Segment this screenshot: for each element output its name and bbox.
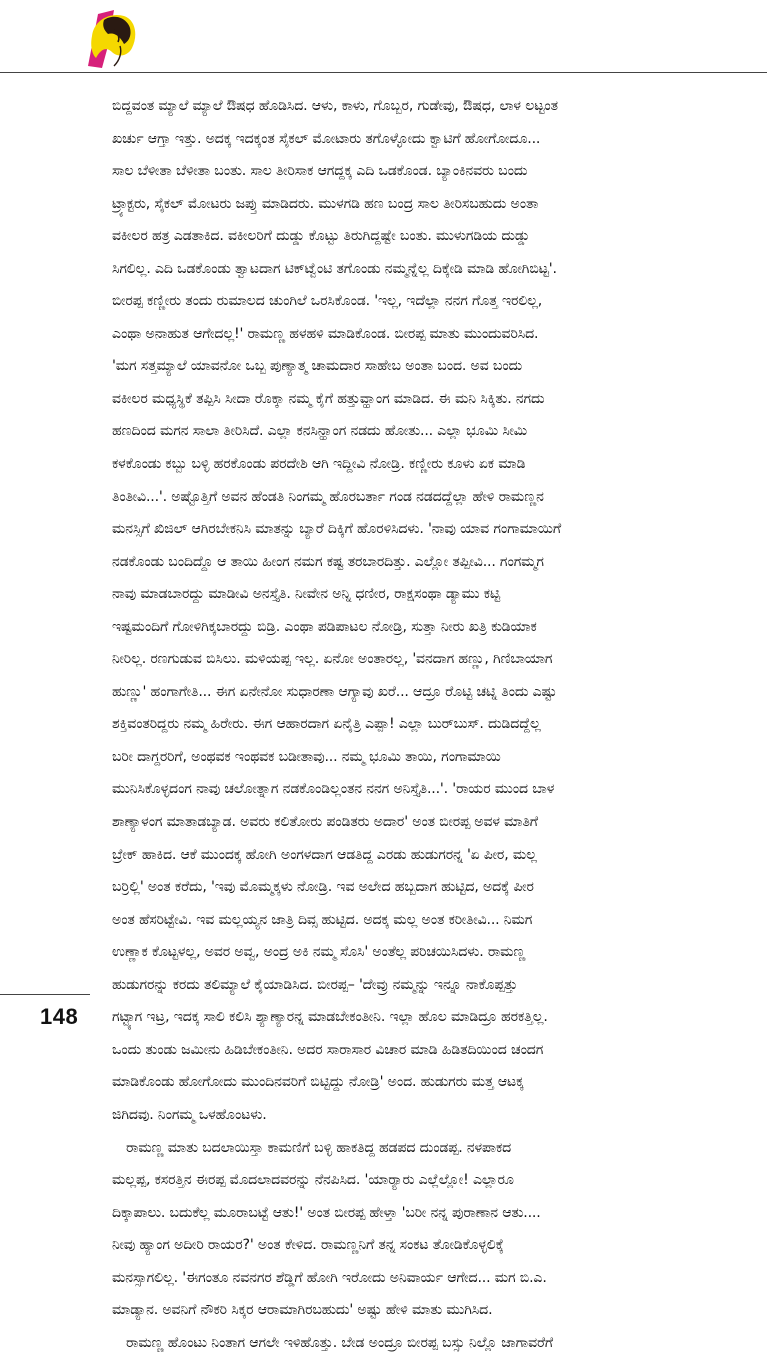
text-line: ಗಟ್ಟ್ಯಾಗ ಇಟ್ರ, ಇದಕ್ಕ ಸಾಲಿ ಕಲಿಸಿ ಶ್ಯಾಣ್ಯಾರನ್ನ ಮಾಡಬೇಕಂತೀನಿ. ಇಲ್ಲಾ ಹೊಲ ಮಾಡಿದ್ರೂ ಹರಕತ್ತಿಲ್ಲ. (112, 1009, 548, 1026)
text-line: ವಕೀಲರ ಹತ್ರ ಎಡತಾಕಿದ. ವಕೀಲರಿಗೆ ದುಡ್ಡು ಕೊಟ್ಟು ತಿರುಗಿದ್ದಷ್ಟೇ ಬಂತು. ಮುಳುಗಡಿಯ ದುಡ್ಡು (112, 228, 530, 245)
text-line: 'ಮಗ ಸತ್ತಮ್ಯಾಲೆ ಯಾವನೋ ಒಬ್ಬ ಪುಣ್ಯಾತ್ಮ ಚಾಮದಾರ ಸಾಹೇಬ ಅಂತಾ ಬಂದ. ಅವ ಬಂದು (112, 358, 523, 375)
text-line: ಸಿಗಲಿಲ್ಲ. ಎದಿ ಒಡಕೊಂಡು ತ್ವಾಟದಾಗ ಟಿಕ್‌ಟ್ವೆಂಟಿ ತಗೊಂಡು ನಮ್ಮನ್ನೆಲ್ಲ ದಿಕ್ಕೇಡಿ ಮಾಡಿ ಹೋಗಿಬಿಟ್ಟ'. (112, 260, 557, 277)
text-line: ರಾಮಣ್ಣ ಮಾತು ಬದಲಾಯಿಸ್ತಾ ಕಾಮಣಿಗೆ ಬಳ್ಳಿ ಹಾಕತಿದ್ದ ಹಡಪದ ದುಂಡಪ್ಪ. ನಳಪಾಕದ (126, 1139, 512, 1156)
text-line: ತಿಂತೀವಿ...'. ಅಷ್ಟೊತ್ತಿಗೆ ಅವನ ಹೆಂಡತಿ ನಿಂಗಮ್ಮ ಹೊರಬರ್ತಾ ಗಂಡ ನಡದದ್ದೆಲ್ಲಾ ಹೇಳಿ ರಾಮಣ್ಣನ (112, 488, 544, 505)
text-line: ಕಳಕೊಂಡು ಕಬ್ಬು ಬಳ್ಳಿ ಹರಕೊಂಡು ಪರದೇಶಿ ಆಗಿ ಇದ್ದೀವಿ ನೋಡ್ರಿ. ಕಣ್ಣೀರು ಕೂಳು ಏಕ ಮಾಡಿ (112, 456, 526, 473)
header-rule (0, 72, 767, 73)
text-line: ಮಾಡ್ಯಾನ. ಅವನಿಗೆ ನೌಕರಿ ಸಿಕ್ಕರ ಆರಾಮಾಗಿರಬಹುದು' ಅಷ್ಟು ಹೇಳಿ ಮಾತು ಮುಗಿಸಿದ. (112, 1302, 493, 1319)
text-line: ನಾವು ಮಾಡಬಾರದ್ದು ಮಾಡೀವಿ ಅನಸ್ತೈತಿ. ನೀವೇನ ಅನ್ನಿ ಧಣೀರ, ರಾಕ್ಷಸಂಥಾ ಡ್ಯಾಮು ಕಟ್ಟಿ (112, 586, 501, 603)
text-line: ಅಂತ ಹೆಸರಿಟ್ಟೇವಿ. ಇವ ಮಲ್ಲಯ್ಯನ ಜಾತ್ರಿ ದಿವ್ಸ ಹುಟ್ಟಿದ. ಅದಕ್ಕ ಮಲ್ಲ ಅಂತ ಕರೀತೀವಿ... ನಿಮಗ (112, 911, 533, 928)
text-line: ಬರೀ ದಾಗ್ದರರಿಗೆ, ಅಂಥವಕ ಇಂಥವಕ ಬಡೀತಾವು... ನಮ್ಮ ಭೂಮಿ ತಾಯಿ, ಗಂಗಾಮಾಯಿ (112, 748, 501, 765)
header-logo (84, 6, 140, 70)
text-line: ಎಂಥಾ ಅನಾಹುತ ಆಗೇದಲ್ಲ!' ರಾಮಣ್ಣ ಹಳಹಳಿ ಮಾಡಿಕೊಂಡ. ಬೀರಪ್ಪ ಮಾತು ಮುಂದುವರಿಸಿದ. (112, 325, 539, 342)
text-line: ಹಣದಿಂದ ಮಗನ ಸಾಲಾ ತೀರಿಸಿದೆ. ಎಲ್ಲಾ ಕನಸಿನ್ಹಾಂಗ ನಡದು ಹೋತು... ಎಲ್ಲಾ ಭೂಮಿ ಸೀಮಿ (112, 423, 528, 440)
text-line: ಇಷ್ಟಮಂದಿಗೆ ಗೋಳಿಗಿಕ್ಕಬಾರದ್ದು ಬಿಡ್ರಿ. ಎಂಥಾ ಪಡಿಪಾಟಲ ನೋಡ್ರಿ, ಸುತ್ತಾ ನೀರು ಖತ್ರಿ ಕುಡಿಯಾಕ (112, 618, 537, 635)
text-line: ಹುಡುಗರನ್ನು ಕರದು ತಲಿಮ್ಯಾಲೆ ಕೈಯಾಡಿಸಿದ. ಬೀರಪ್ಪ– 'ದೇವ್ರು ನಮ್ಮನ್ನು ಇನ್ನೂ ನಾಕೊಪ್ಪತ್ತು (112, 976, 518, 993)
text-line: ನೀವು ಹ್ಯಾಂಗ ಅದೀರಿ ರಾಯರ?' ಅಂತ ಕೇಳಿದ. ರಾಮಣ್ಣನಿಗೆ ತನ್ನ ಸಂಕಟ ತೋಡಿಕೊಳ್ಳಲಿಕ್ಕೆ (112, 1237, 504, 1254)
body-text (112, 90, 719, 1359)
text-line: ಮನಸ್ಸಾಗಲಿಲ್ಲ. 'ಈಗಂತೂ ನವನಗರ ಶೆಡ್ಡಿಗೆ ಹೋಗಿ ಇರೋದು ಅನಿವಾರ್ಯ ಆಗೇದ... ಮಗ ಬಿ.ಎ. (112, 1269, 547, 1286)
page-number: 148 (40, 1004, 79, 1029)
text-line: ವಕೀಲರ ಮಧ್ಯಸ್ಥಿಕೆ ತಪ್ಪಿಸಿ ಸೀದಾ ರೊಕ್ಕಾ ನಮ್ಮ ಕೈಗೆ ಹತ್ತುವ್ಹಾಂಗ ಮಾಡಿದ. ಈ ಮನಿ ಸಿಕ್ಕಿತು. ನಗದು (112, 390, 545, 407)
text-line: ಜಿಗಿದವು. ನಿಂಗಮ್ಮ ಒಳಹೊಂಟಳು. (112, 1106, 267, 1123)
text-line: ರಾಮಣ್ಣ ಹೊಂಟು ನಿಂತಾಗ ಆಗಲೇ ಇಳಿಹೊತ್ತು. ಬೇಡ ಅಂದ್ರೂ ಬೀರಪ್ಪ ಬಸ್ಸು ನಿಲ್ಲೊ ಜಾಗಾವರೆಗೆ (126, 1334, 553, 1351)
text-line: ಮುನಿಸಿಕೊಳ್ಳದಂಗ ನಾವು ಚಲೋತ್ನಾಗ ನಡಕೊಂಡಿಲ್ಲಂತನ ನನಗ ಅನಿಸ್ತೈತಿ...'. 'ರಾಯರ ಮುಂದ ಬಾಳ (112, 781, 555, 798)
text-line: ದಿಕ್ಕಾಪಾಲು. ಬದುಕೆಲ್ಲ ಮೂರಾಬಟ್ಟೆ ಆತು!' ಅಂತ ಬೀರಪ್ಪ ಹೇಳ್ತಾ 'ಬರೀ ನನ್ನ ಪುರಾಣಾನ ಆತು.... (112, 1204, 541, 1221)
text-line: ಉಣ್ಣಾಕ ಕೊಟ್ಟಳಲ್ಲ, ಅವರ ಅವ್ವ, ಅಂದ್ರ ಅಕಿ ನಮ್ಮ ಸೊಸಿ' ಅಂತೆಲ್ಲ ಪರಿಚಯಿಸಿದಳು. ರಾಮಣ್ಣ (112, 944, 526, 961)
text-line: ಬೀರಪ್ಪ ಕಣ್ಣೀರು ತಂದು ರುಮಾಲದ ಚುಂಗಿಲೆ ಒರಸಿಕೊಂಡ. 'ಇಲ್ಲ, ಇದೆಲ್ಲಾ ನನಗ ಗೊತ್ತ ಇರಲಿಲ್ಲ, (112, 293, 543, 310)
text-line: ಬಿದ್ದವಂತ ಮ್ಯಾಲೆ ಮ್ಯಾಲೆ ಔಷಧ ಹೊಡಿಸಿದ. ಆಳು, ಕಾಳು, ಗೊಬ್ಬರ, ಗುಡೇವು, ಔಷಧ, ಲಾಳ ಲಟ್ಟಂತ (112, 98, 558, 114)
text-line: ಒಂದು ತುಂಡು ಜಮೀನು ಹಿಡಿಬೇಕಂತೀನಿ. ಅದರ ಸಾರಾಸಾರ ವಿಚಾರ ಮಾಡಿ ಹಿಡಿತದಿಯಿಂದ ಚಂದಗ (112, 1041, 544, 1058)
text-line: ಸಾಲ ಬೆಳೀತಾ ಬೆಳೀತಾ ಬಂತು. ಸಾಲ ತೀರಿಸಾಕ ಆಗದ್ದಕ್ಕ ಎದಿ ಒಡಕೊಂಡ. ಬ್ಯಾಂಕಿನವರು ಬಂದು (112, 163, 528, 180)
text-line: ಖರ್ಚು ಆಗ್ತಾ ಇತ್ತು. ಅದಕ್ಕ ಇದಕ್ಕಂತ ಸೈಕಲ್ ಮೋಟಾರು ತಗೊಳ್ಳೋದು ಕ್ವಾಟಿಗೆ ಹೋಗೋದೂ... (112, 130, 541, 147)
text-line: ಶಾಣ್ಯಾಳಂಗ ಮಾತಾಡಬ್ಯಾಡ. ಅವರು ಕಲಿತೋರು ಪಂಡಿತರು ಅದಾರ' ಅಂತ ಬೀರಪ್ಪ ಅವಳ ಮಾತಿಗೆ (112, 814, 538, 831)
text-line: ಮನಸ್ಸಿಗೆ ಖಿಜಿಲ್ ಆಗಿರಬೇಕನಿಸಿ ಮಾತನ್ನು ಬ್ಯಾರೆ ದಿಕ್ಕಿಗೆ ಹೊರಳಿಸಿದಳು. 'ನಾವು ಯಾವ ಗಂಗಾಮಾಯಿಗೆ (112, 521, 561, 538)
text-line: ಬರ್ರಿಲ್ಲಿ' ಅಂತ ಕರೆದು, 'ಇವು ಮೊಮ್ಮಕ್ಕಳು ನೋಡ್ರಿ. ಇವ ಅಲೇದ ಹಬ್ಬದಾಗ ಹುಟ್ಟಿದ, ಅದಕ್ಕೆ ಪೀರ (112, 879, 534, 896)
text-line: ಮಲ್ಲಪ್ಪ, ಕಸರತ್ತಿನ ಈರಪ್ಪ ಮೊದಲಾದವರನ್ನು ನೆನಪಿಸಿದ. 'ಯಾರ‍್ಯಾರು ಎಲ್ಲೆಲ್ಲೋ! ಎಲ್ಲಾರೂ (112, 1172, 514, 1189)
text-line: ಶಕ್ತಿವಂತರಿದ್ದರು ನಮ್ಮ ಹಿರೇರು. ಈಗ ಆಹಾರದಾಗ ಏನೈತ್ರಿ ಎಪ್ಪಾ! ಎಲ್ಲಾ ಬುರ್‌ಬುಸ್. ದುಡಿದದ್ದೆಲ್ಲ (112, 716, 541, 733)
text-line: ಮಾಡಿಕೊಂಡು ಹೋಗೋದು ಮುಂದಿನವರಿಗೆ ಬಿಟ್ಟಿದ್ದು ನೋಡ್ರಿ' ಅಂದ. ಹುಡುಗರು ಮತ್ತ ಆಟಕ್ಕ (112, 1074, 524, 1091)
text-line: ಬ್ರೇಕ್ ಹಾಕಿದ. ಆಕೆ ಮುಂದಕ್ಕ ಹೋಗಿ ಅಂಗಳದಾಗ ಆಡತಿದ್ದ ಎರಡು ಹುಡುಗರನ್ನ 'ಏ ಪೀರ, ಮಲ್ಲ (112, 846, 537, 863)
text-line: ನಡಕೊಂಡು ಬಂದಿದ್ದೊ ಆ ತಾಯಿ ಹೀಂಗ ನಮಗ ಕಷ್ಟ ತರಬಾರದಿತ್ತು. ಎಲ್ಲೋ ತಪ್ಪೀವಿ... ಗಂಗಮ್ಮಗ (112, 553, 544, 570)
footer-rule (0, 994, 90, 995)
text-line: ಹುಣ್ಣು' ಹಂಗಾಗೇತಿ... ಈಗ ಏನೇನೋ ಸುಧಾರಣಾ ಆಗ್ಯಾವು ಖರೆ... ಆದ್ರೂ ರೊಟ್ಟಿ ಚಟ್ನಿ ತಿಂದು ಎಷ್ಟು (112, 683, 557, 700)
text-line: ನೀರಿಲ್ಲ. ರಣಗುಡುವ ಬಿಸಿಲು. ಮಳಿಯಪ್ಪ ಇಲ್ಲ. ಏನೋ ಅಂತಾರಲ್ಲ, 'ವನದಾಗ ಹಣ್ಣು, ಗಿಣಿಬಾಯಾಗ (112, 651, 553, 668)
text-line: ಟ್ರ್ಯಾಕ್ಟರು, ಸೈಕಲ್ ಮೋಟರು ಜಪ್ತು ಮಾಡಿದರು. ಮುಳಗಡಿ ಹಣ ಬಂದ್ರ ಸಾಲ ತೀರಿಸಬಹುದು ಅಂತಾ (112, 195, 539, 212)
